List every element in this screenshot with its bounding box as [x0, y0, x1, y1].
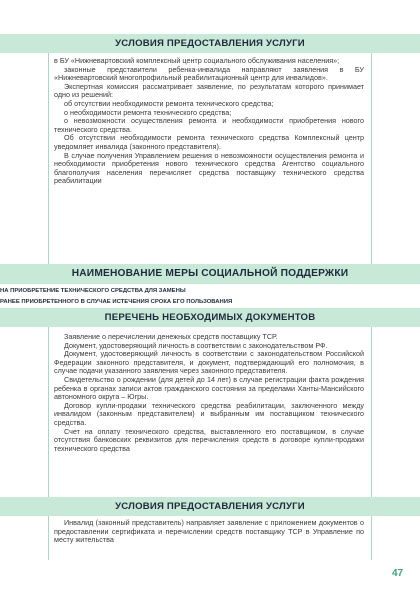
paragraph: Экспертная комиссия рассматривает заявление, по результатам которого принимает одно из решений:: [54, 81, 364, 100]
paragraph: Заявление о перечислении денежных средств поставщику ТСР.: [64, 332, 278, 341]
measure-title-line2: РАНЕЕ ПРИОБРЕТЕННОГО В СЛУЧАЕ ИСТЕЧЕНИЯ СРОКА ЕГО ПОЛЬЗОВАНИЯ: [0, 299, 233, 305]
paragraph: Инвалид (законный представитель) направляет заявление с приложением документов о предоставлении сертификата и перечислении средств поставщику ТСР в Управление по месту жительства: [54, 518, 364, 545]
paragraph: Договор купли-продажи технического средства реабилитации, заключенного между инвалидом (законным представителем) и выбранным им поставщиком технического средства.: [54, 400, 364, 427]
paragraph: Счет на оплату технического средства, выставленного его поставщиком, в случае отсутствия банковских реквизитов для перечисления средств в договоре купли-продажи технического средства: [54, 426, 364, 453]
section-header-service-conditions-2: УСЛОВИЯ ПРЕДОСТАВЛЕНИЯ УСЛУГИ: [0, 497, 420, 516]
paragraph: о необходимости ремонта технического средства;: [64, 107, 232, 117]
section-header-support-measure: НАИМЕНОВАНИЕ МЕРЫ СОЦИАЛЬНОЙ ПОДДЕРЖКИ: [0, 264, 420, 284]
paragraph: Документ, удостоверяющий личность в соответствии с законодательством РФ.: [64, 340, 328, 350]
paragraph: законные представители ребенка-инвалида направляют заявления в БУ «Нижневартовский многопрофильный реабилитационный центр для инвалидов».: [54, 64, 364, 83]
paragraph: Об отсутствии необходимости ремонта технического средства Комплексный центр уведомляет инвалида (законного представителя).: [54, 133, 364, 151]
paragraph: о невозможности осуществления ремонта и необходимости приобретения нового технического средства.: [54, 116, 364, 134]
section-header-service-conditions: УСЛОВИЯ ПРЕДОСТАВЛЕНИЯ УСЛУГИ: [0, 34, 420, 53]
paragraph: В случае получения Управлением решения о невозможности осуществления ремонта и необходимости приобретения нового технического средства Агентство социального благополучия населения перечисляет средства поставщику технического средства реабилитации: [54, 150, 364, 186]
service-conditions-text: [54, 57, 364, 186]
section-header-documents: ПЕРЕЧЕНЬ НЕОБХОДИМЫХ ДОКУМЕНТОВ: [0, 308, 420, 327]
paragraph: об отсутствии необходимости ремонта технического средства;: [64, 98, 274, 108]
paragraph: Свидетельство о рождении (для детей до 14 лет) в случае регистрации факта рождения ребенка в органах записи актов гражданского состояния за пределами Ханты-Мансийского автономного округа – Югры.: [54, 374, 364, 402]
service-conditions-text-2: [54, 519, 364, 545]
measure-title-line1: НА ПРИОБРЕТЕНИЕ ТЕХНИЧЕСКОГО СРЕДСТВА ДЛЯ ЗАМЕНЫ: [0, 288, 186, 294]
documents-list-text: [54, 333, 364, 453]
page-number: 47: [392, 568, 404, 579]
paragraph: Документ, удостоверяющий личность в соответствии с законодательством Российской Федерации законного представителя, и документ, подтверждающий его полномочия, в случае подачи указанного заявления через законного представителя.: [54, 349, 364, 376]
paragraph: в БУ «Нижневартовский комплексный центр социального обслуживания населения»;: [54, 56, 340, 65]
